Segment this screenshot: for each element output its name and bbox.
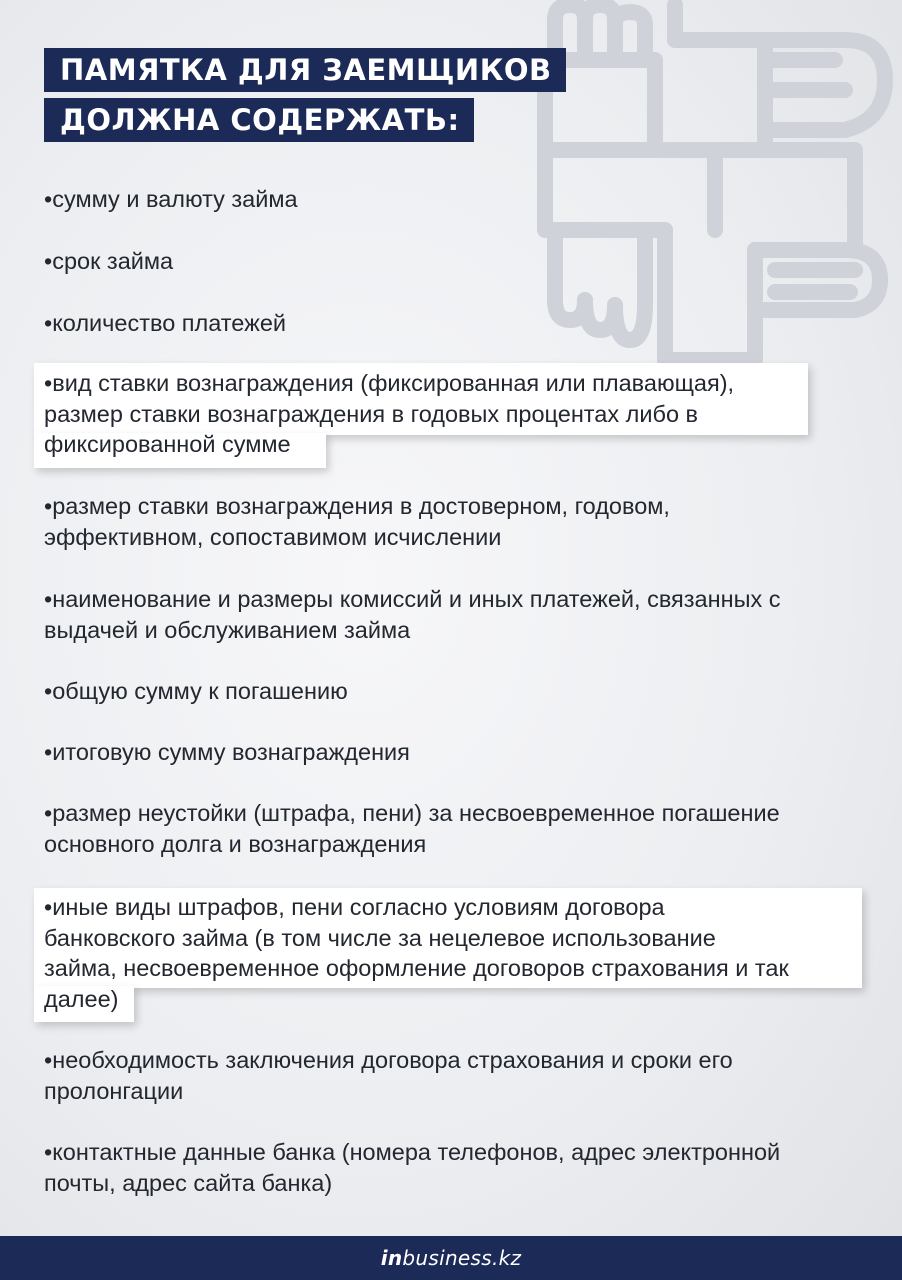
list-item-highlighted: •иные виды штрафов, пени согласно условиям договора банковского займа (в том числе за нецелевое использование займа, несвоевременное оформление договоров страхования и так далее): [44, 894, 789, 1012]
list-item: •общую сумму к погашению: [44, 678, 348, 704]
list-item: •срок займа: [44, 248, 174, 274]
list-item: •размер неустойки (штрафа, пени) за несвоевременное погашение основного долга и вознаграждения: [44, 800, 780, 857]
list-item: •итоговую сумму вознаграждения: [44, 739, 410, 765]
list-item: •наименование и размеры комиссий и иных платежей, связанных с выдачей и обслуживанием займа: [44, 586, 781, 643]
page-title: [44, 48, 566, 148]
footer-bar: [0, 1236, 902, 1280]
list-item: •размер ставки вознаграждения в достоверном, годовом, эффективном, сопоставимом исчислении: [44, 493, 670, 550]
list-item: •количество платежей: [44, 310, 287, 336]
title-line-2: ДОЛЖНА СОДЕРЖАТЬ:: [44, 98, 474, 142]
list-item: •контактные данные банка (номера телефонов, адрес электронной почты, адрес сайта банка): [44, 1139, 781, 1196]
title-line-1: ПАМЯТКА ДЛЯ ЗАЕМЩИКОВ: [44, 48, 566, 92]
interlocked-hands-icon: [515, 0, 902, 370]
list-item-highlighted: •вид ставки вознаграждения (фиксированная или плавающая), размер ставки вознаграждения в годовых процентах либо в фиксированной сумме: [44, 370, 735, 457]
brand-logo: inbusiness.kz: [380, 1246, 522, 1270]
list-item: •сумму и валюту займа: [44, 186, 298, 212]
list-item: •необходимость заключения договора страхования и сроки его пролонгации: [44, 1047, 733, 1104]
